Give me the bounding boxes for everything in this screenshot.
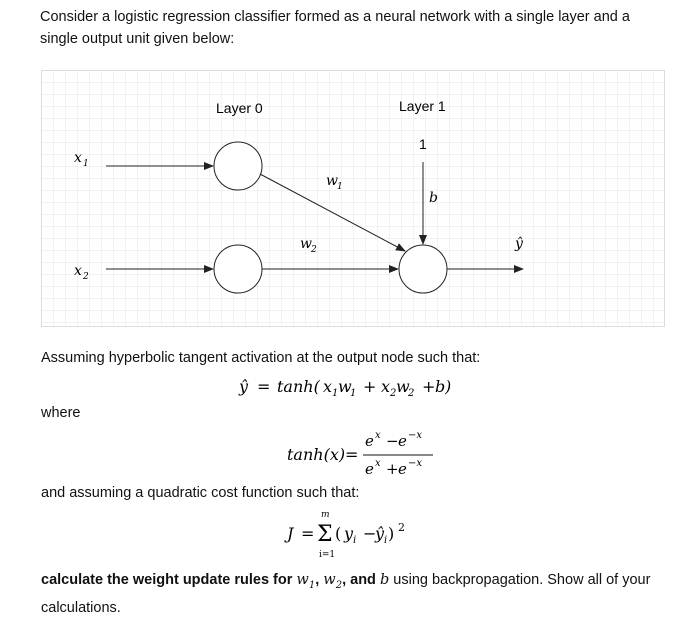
- eq3-minus: −: [363, 524, 377, 543]
- eq3-equals: =: [301, 524, 315, 543]
- w1-subscript: 1: [337, 182, 343, 192]
- eq1-w1: w: [338, 377, 352, 396]
- calc-w2: w: [323, 572, 336, 588]
- eq1-close: ): [445, 377, 452, 396]
- calc-part2: using backpropagation.: [393, 572, 544, 588]
- bias-input-label: 1: [419, 136, 427, 152]
- eq1-equals: =: [257, 377, 271, 396]
- eq2-den-e: e: [365, 460, 374, 478]
- eq3-J: J: [287, 524, 294, 543]
- eq2-den-sup: x: [375, 458, 381, 469]
- x1-letter: x: [74, 150, 82, 166]
- eq1-w1-sub: 1: [350, 388, 357, 399]
- eq2-num-minus: −: [386, 432, 399, 450]
- eq3-y-sub: i: [353, 535, 357, 546]
- eq3-open: (: [335, 524, 342, 543]
- cost-text: and assuming a quadratic cost function such that:: [41, 485, 360, 501]
- equation-tanh: [285, 428, 455, 484]
- eq2-den-plus: +: [386, 460, 399, 478]
- calc-w1: w: [296, 572, 309, 588]
- eq3-upper: m: [321, 510, 330, 520]
- equation-output: [235, 372, 475, 402]
- grid-background: [42, 71, 665, 327]
- x2-subscript: 2: [83, 272, 89, 282]
- calc-w2-sub: 2: [335, 579, 343, 591]
- eq3-power: 2: [398, 521, 405, 534]
- layer1-label: Layer 1: [399, 98, 446, 114]
- calc-part1: calculate the weight update rules for: [41, 572, 293, 588]
- eq3-close: ): [388, 524, 395, 543]
- eq1-w2-sub: 2: [408, 388, 415, 399]
- x1-subscript: 1: [83, 159, 89, 169]
- eq2-den-e2: e: [398, 460, 407, 478]
- eq2-num-sup: x: [375, 430, 381, 441]
- calc-and: and: [350, 572, 376, 588]
- output-node: [399, 245, 447, 293]
- network-diagram: [41, 70, 666, 328]
- input-node-1: [214, 142, 262, 190]
- eq2-num2-sup: −x: [408, 430, 423, 441]
- w2-subscript: 2: [311, 245, 317, 255]
- calc-comma2: ,: [342, 572, 347, 588]
- eq1-x2: x: [381, 377, 391, 396]
- question-text: [41, 569, 671, 619]
- eq1-x1: x: [323, 377, 333, 396]
- eq2-lhs: tanh(x): [287, 445, 346, 464]
- x2-letter: x: [74, 263, 82, 279]
- calc-part3: Show all of your calculations.: [41, 572, 651, 616]
- eq2-num-e2: e: [398, 432, 407, 450]
- calc-b: b: [379, 572, 390, 588]
- w2-letter: w: [300, 236, 312, 252]
- eq1-tanh: tanh(: [277, 377, 320, 396]
- calc-w1-sub: 1: [308, 579, 316, 591]
- b-label: b: [429, 190, 438, 206]
- calc-comma1: ,: [315, 572, 320, 588]
- eq1-b: b: [435, 377, 446, 396]
- eq2-num-e: e: [365, 432, 374, 450]
- activation-text: Assuming hyperbolic tangent activation at the output node such that:: [41, 350, 481, 366]
- eq3-yhat-sub: i: [384, 535, 388, 546]
- eq3-lower: i=1: [319, 550, 336, 560]
- w1-letter: w: [326, 173, 338, 189]
- eq1-x1-sub: 1: [332, 388, 339, 399]
- eq1-plus2: +: [422, 377, 436, 396]
- where-text: where: [41, 405, 81, 421]
- eq2-den2-sup: −x: [408, 458, 423, 469]
- equation-cost: [283, 505, 433, 565]
- eq3-yhat: ŷ: [375, 524, 385, 543]
- intro-text: Consider a logistic regression classifier formed as a neural network with a single layer and a single output unit given below:: [40, 9, 630, 47]
- eq3-y: y: [344, 524, 354, 543]
- eq2-equals: =: [345, 445, 359, 464]
- yhat-label: ŷ: [515, 236, 523, 252]
- eq3-sum: Σ: [317, 522, 333, 547]
- layer0-label: Layer 0: [216, 100, 263, 116]
- eq1-yhat: ŷ: [239, 377, 249, 396]
- eq1-x2-sub: 2: [390, 388, 397, 399]
- eq1-w2: w: [396, 377, 410, 396]
- input-node-2: [214, 245, 262, 293]
- eq1-plus1: +: [363, 377, 377, 396]
